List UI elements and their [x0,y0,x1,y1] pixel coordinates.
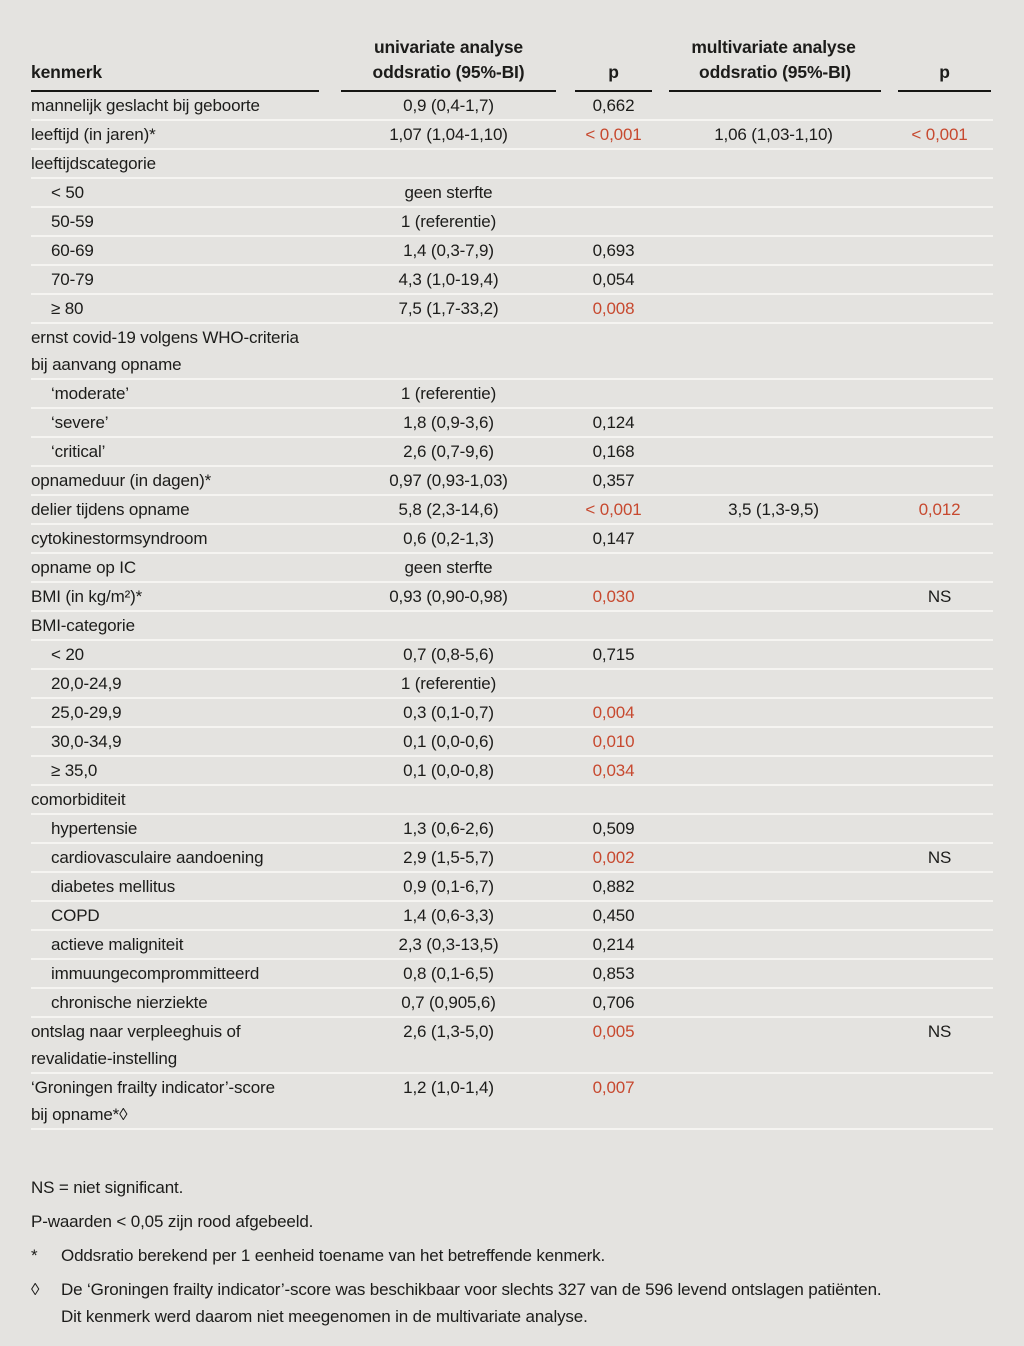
table-row [31,295,993,324]
univariate-oddsratio-value: geen sterfte [404,183,493,202]
kenmerk-column-header: kenmerk [31,60,319,92]
row-label [31,1074,331,1128]
univariate-p-value: 0,002 [592,848,635,867]
row-label-line: revalidatie-instelling [31,1049,177,1068]
univariate-p-value [566,150,661,177]
table-row [31,121,993,150]
multivariate-p-value [886,150,993,177]
univariate-oddsratio-value [331,786,566,813]
univariate-p-value: 0,054 [592,270,635,289]
footnote-pvalues [31,1208,993,1235]
table-row [31,873,993,902]
multivariate-oddsratio-value [661,409,886,436]
multivariate-oddsratio-column-header: oddsratio (95%-BI) [669,60,881,92]
univariate-oddsratio-value: 7,5 (1,7-33,2) [398,299,499,318]
row-label-line: comorbiditeit [31,790,126,809]
row-label [31,873,331,900]
multivariate-p-value [886,728,993,755]
univariate-p-value: 0,715 [592,645,635,664]
footnote-asterisk [31,1242,993,1269]
row-label-line: 70-79 [51,270,94,289]
row-label [31,237,331,264]
diamond-marker: ◊ [31,1280,40,1299]
multivariate-oddsratio-value [661,150,886,177]
multivariate-p-value [886,873,993,900]
row-label-line: BMI (in kg/m²)* [31,587,143,606]
row-label [31,467,331,494]
row-label-line: actieve maligniteit [51,935,184,954]
multivariate-p-value [886,467,993,494]
univariate-oddsratio-value: 0,9 (0,4-1,7) [403,96,494,115]
table-row [31,1018,993,1074]
multivariate-oddsratio-value [661,525,886,552]
univariate-p-value [566,612,661,639]
multivariate-oddsratio-value [661,931,886,958]
multivariate-oddsratio-value [661,989,886,1016]
row-label [31,641,331,668]
row-label [31,92,331,119]
footnote-diamond-text-line1: De ‘Groningen frailty indicator’-score was beschikbaar voor slechts 327 van de 596 levend ontslagen patiënten. [61,1280,882,1299]
row-label-line: 60-69 [51,241,94,260]
footnote-diamond-text-line2: Dit kenmerk werd daarom niet meegenomen in de multivariate analyse. [61,1307,588,1326]
row-label-line: hypertensie [51,819,138,838]
footnote-ns-text: NS = niet significant. [31,1178,184,1197]
univariate-oddsratio-value: 0,7 (0,905,6) [401,993,496,1012]
table-row [31,844,993,873]
row-label-line: delier tijdens opname [31,500,190,519]
table-row [31,237,993,266]
univariate-oddsratio-value: 2,9 (1,5-5,7) [403,848,494,867]
row-label-line: cardiovasculaire aandoening [51,848,264,867]
multivariate-p-value [886,324,993,351]
table-body [31,92,993,1130]
multivariate-oddsratio-value [661,902,886,929]
row-label-line: ‘moderate’ [51,384,129,403]
multivariate-p-value [886,554,993,581]
row-label-line: diabetes mellitus [51,877,176,896]
row-label-line: mannelijk geslacht bij geboorte [31,96,260,115]
table-row [31,554,993,583]
table-row [31,989,993,1018]
multivariate-oddsratio-value [661,1074,886,1101]
row-label-line: ‘Groningen frailty indicator’-score [31,1078,275,1097]
table-row [31,1074,993,1130]
multivariate-oddsratio-value [661,583,886,610]
univariate-p-value: 0,034 [592,761,635,780]
multivariate-oddsratio-value [661,786,886,813]
univariate-p-value: 0,853 [592,964,635,983]
row-label-line: leeftijd (in jaren)* [31,125,156,144]
univariate-p-value: 0,357 [592,471,635,490]
table-row [31,757,993,786]
multivariate-oddsratio-value [661,554,886,581]
row-label [31,409,331,436]
table-row [31,380,993,409]
univariate-p-value [566,208,661,235]
row-label-line: ≥ 35,0 [51,761,98,780]
row-label [31,757,331,784]
univariate-p-value: 0,168 [592,442,635,461]
row-label [31,786,331,813]
multivariate-p-value [886,380,993,407]
row-label-line: < 50 [51,183,84,202]
multivariate-oddsratio-value [661,266,886,293]
multivariate-p-value: < 0,001 [911,125,968,144]
row-label-line: COPD [51,906,100,925]
table-row [31,786,993,815]
multivariate-p-value [886,786,993,813]
row-label [31,699,331,726]
row-label [31,266,331,293]
table-row [31,467,993,496]
footnote-ns [31,1174,993,1201]
multivariate-p-value [886,295,993,322]
row-label [31,496,331,523]
univariate-p-value: 0,008 [592,299,635,318]
row-label-line: ≥ 80 [51,299,84,318]
multivariate-p-value [886,989,993,1016]
multivariate-p-value [886,438,993,465]
multivariate-oddsratio-value [661,467,886,494]
row-label [31,902,331,929]
table-row [31,208,993,237]
table-row [31,815,993,844]
row-label-line: opname op IC [31,558,136,577]
row-label-line: ernst covid-19 volgens WHO-criteria [31,328,299,347]
table-row [31,409,993,438]
univariate-p-value: < 0,001 [585,500,642,519]
univariate-oddsratio-value: 0,8 (0,1-6,5) [403,964,494,983]
univariate-oddsratio-value: 2,6 (0,7-9,6) [403,442,494,461]
table-row [31,179,993,208]
multivariate-oddsratio-value [661,873,886,900]
univariate-oddsratio-value: geen sterfte [404,558,493,577]
multivariate-analyse-title: multivariate analyse [691,37,856,57]
table-row [31,266,993,295]
row-label [31,295,331,322]
univariate-p-value: 0,030 [592,587,635,606]
row-label-line: 25,0-29,9 [51,703,122,722]
univariate-p-value [566,786,661,813]
column-header-row [31,60,993,92]
univariate-oddsratio-value: 1,4 (0,6-3,3) [403,906,494,925]
univariate-p-value: 0,509 [592,819,635,838]
multivariate-p-value [886,1074,993,1101]
multivariate-p-value [886,612,993,639]
row-label-line: chronische nierziekte [51,993,208,1012]
row-label-line: bij aanvang opname [31,355,182,374]
table-row [31,902,993,931]
multivariate-p-value: NS [927,587,952,606]
multivariate-oddsratio-value [661,438,886,465]
multivariate-p-value [886,525,993,552]
multivariate-p-value [886,237,993,264]
univariate-oddsratio-value: 1,3 (0,6-2,6) [403,819,494,838]
multivariate-p-value [886,815,993,842]
row-label-line: 20,0-24,9 [51,674,122,693]
row-label-line: immuungecomprommitteerd [51,964,260,983]
row-label [31,208,331,235]
multivariate-p-value [886,670,993,697]
multivariate-p-column-header: p [898,60,991,92]
multivariate-oddsratio-value [661,1018,886,1045]
univariate-p-column-header: p [575,60,652,92]
table-row [31,670,993,699]
row-label-line: ‘critical’ [51,442,106,461]
table-row [31,960,993,989]
univariate-oddsratio-value: 1 (referentie) [400,212,497,231]
univariate-oddsratio-value [331,150,566,177]
univariate-p-value: 0,147 [592,529,635,548]
univariate-oddsratio-value: 4,3 (1,0-19,4) [398,270,499,289]
multivariate-p-value [886,757,993,784]
univariate-oddsratio-value: 0,1 (0,0-0,8) [403,761,494,780]
univariate-oddsratio-value: 0,93 (0,90-0,98) [389,587,508,606]
univariate-p-value: 0,882 [592,877,635,896]
multivariate-p-value [886,960,993,987]
row-label [31,121,331,148]
univariate-p-value [566,670,661,697]
row-label-line: ontslag naar verpleeghuis of [31,1022,241,1041]
multivariate-p-value [886,699,993,726]
univariate-oddsratio-value: 0,6 (0,2-1,3) [403,529,494,548]
table-row [31,150,993,179]
row-label [31,179,331,206]
row-label-line: 50-59 [51,212,94,231]
multivariate-oddsratio-value [661,670,886,697]
row-label-line: opnameduur (in dagen)* [31,471,212,490]
multivariate-p-value [886,266,993,293]
row-label-line: cytokinestormsyndroom [31,529,208,548]
univariate-oddsratio-value [331,324,566,351]
row-label [31,583,331,610]
multivariate-oddsratio-value [661,612,886,639]
univariate-oddsratio-value: 2,6 (1,3-5,0) [403,1022,494,1041]
row-label [31,380,331,407]
univariate-oddsratio-value: 1,4 (0,3-7,9) [403,241,494,260]
multivariate-oddsratio-value [661,179,886,206]
multivariate-oddsratio-value [661,380,886,407]
footnote-pvalues-text: P-waarden < 0,05 zijn rood afgebeeld. [31,1212,314,1231]
univariate-p-value: 0,706 [592,993,635,1012]
row-label-line: bij opname*◊ [31,1105,128,1124]
multivariate-oddsratio-value [661,815,886,842]
multivariate-p-value [886,179,993,206]
multivariate-oddsratio-value [661,641,886,668]
table-row [31,728,993,757]
row-label [31,815,331,842]
multivariate-p-value [886,92,993,119]
footnote-diamond [31,1276,993,1330]
table-row [31,92,993,121]
univariate-oddsratio-value: 2,3 (0,3-13,5) [398,935,499,954]
multivariate-p-value [886,902,993,929]
row-label [31,989,331,1016]
univariate-p-value: 0,004 [592,703,635,722]
row-label [31,150,331,177]
univariate-oddsratio-value: 0,9 (0,1-6,7) [403,877,494,896]
univariate-oddsratio-value [331,612,566,639]
row-label [31,612,331,639]
multivariate-oddsratio-value [661,92,886,119]
univariate-p-value: 0,214 [592,935,635,954]
table-row [31,525,993,554]
table-row [31,931,993,960]
row-label-line: BMI-categorie [31,616,135,635]
row-label [31,525,331,552]
table-header [31,30,993,92]
row-label [31,960,331,987]
multivariate-oddsratio-value [661,699,886,726]
univariate-oddsratio-value: 0,7 (0,8-5,6) [403,645,494,664]
univariate-p-value: 0,010 [592,732,635,751]
univariate-oddsratio-value: 1,07 (1,04-1,10) [389,125,508,144]
univariate-oddsratio-value: 1,2 (1,0-1,4) [403,1078,494,1097]
row-label [31,844,331,871]
univariate-p-value: 0,693 [592,241,635,260]
table-row [31,324,993,380]
multivariate-p-value [886,409,993,436]
univariate-oddsratio-column-header: oddsratio (95%-BI) [341,60,556,92]
multivariate-oddsratio-value [661,295,886,322]
row-label [31,324,331,378]
univariate-p-value: 0,005 [592,1022,635,1041]
multivariate-oddsratio-value [661,324,886,351]
univariate-oddsratio-value: 0,3 (0,1-0,7) [403,703,494,722]
asterisk-marker: * [31,1246,38,1265]
multivariate-oddsratio-value [661,844,886,871]
footnote-asterisk-text: Oddsratio berekend per 1 eenheid toename van het betreffende kenmerk. [61,1246,606,1265]
multivariate-p-value: 0,012 [918,500,961,519]
row-label [31,438,331,465]
row-label [31,931,331,958]
table-row [31,496,993,525]
multivariate-oddsratio-value [661,208,886,235]
univariate-oddsratio-value: 0,97 (0,93-1,03) [389,471,508,490]
analysis-group-header-row [31,30,993,60]
table-row [31,612,993,641]
multivariate-oddsratio-value [661,960,886,987]
multivariate-oddsratio-value [661,237,886,264]
multivariate-oddsratio-value: 3,5 (1,3-9,5) [728,500,819,519]
footnotes [31,1174,993,1330]
multivariate-p-value: NS [927,848,952,867]
univariate-oddsratio-value: 1 (referentie) [400,384,497,403]
univariate-p-value [566,554,661,581]
row-label [31,670,331,697]
row-label [31,728,331,755]
multivariate-p-value [886,931,993,958]
multivariate-oddsratio-value [661,757,886,784]
row-label-line: ‘severe’ [51,413,109,432]
univariate-p-value [566,324,661,351]
table-row [31,641,993,670]
univariate-p-value: 0,450 [592,906,635,925]
univariate-p-value [566,380,661,407]
row-label-line: leeftijdscategorie [31,154,156,173]
multivariate-p-value [886,641,993,668]
univariate-p-value: 0,662 [592,96,635,115]
table-row [31,583,993,612]
univariate-oddsratio-value: 5,8 (2,3-14,6) [398,500,499,519]
row-label [31,1018,331,1072]
univariate-p-value: < 0,001 [585,125,642,144]
table-row [31,438,993,467]
row-label-line: < 20 [51,645,84,664]
univariate-oddsratio-value: 0,1 (0,0-0,6) [403,732,494,751]
row-label-line: 30,0-34,9 [51,732,122,751]
table-row [31,699,993,728]
multivariate-p-value: NS [927,1022,952,1041]
row-label [31,554,331,581]
multivariate-oddsratio-value: 1,06 (1,03-1,10) [714,125,833,144]
univariate-p-value: 0,124 [592,413,635,432]
univariate-p-value [566,179,661,206]
univariate-analyse-title: univariate analyse [373,37,524,57]
univariate-p-value: 0,007 [592,1078,635,1097]
univariate-oddsratio-value: 1,8 (0,9-3,6) [403,413,494,432]
multivariate-oddsratio-value [661,728,886,755]
univariate-oddsratio-value: 1 (referentie) [400,674,497,693]
multivariate-p-value [886,208,993,235]
